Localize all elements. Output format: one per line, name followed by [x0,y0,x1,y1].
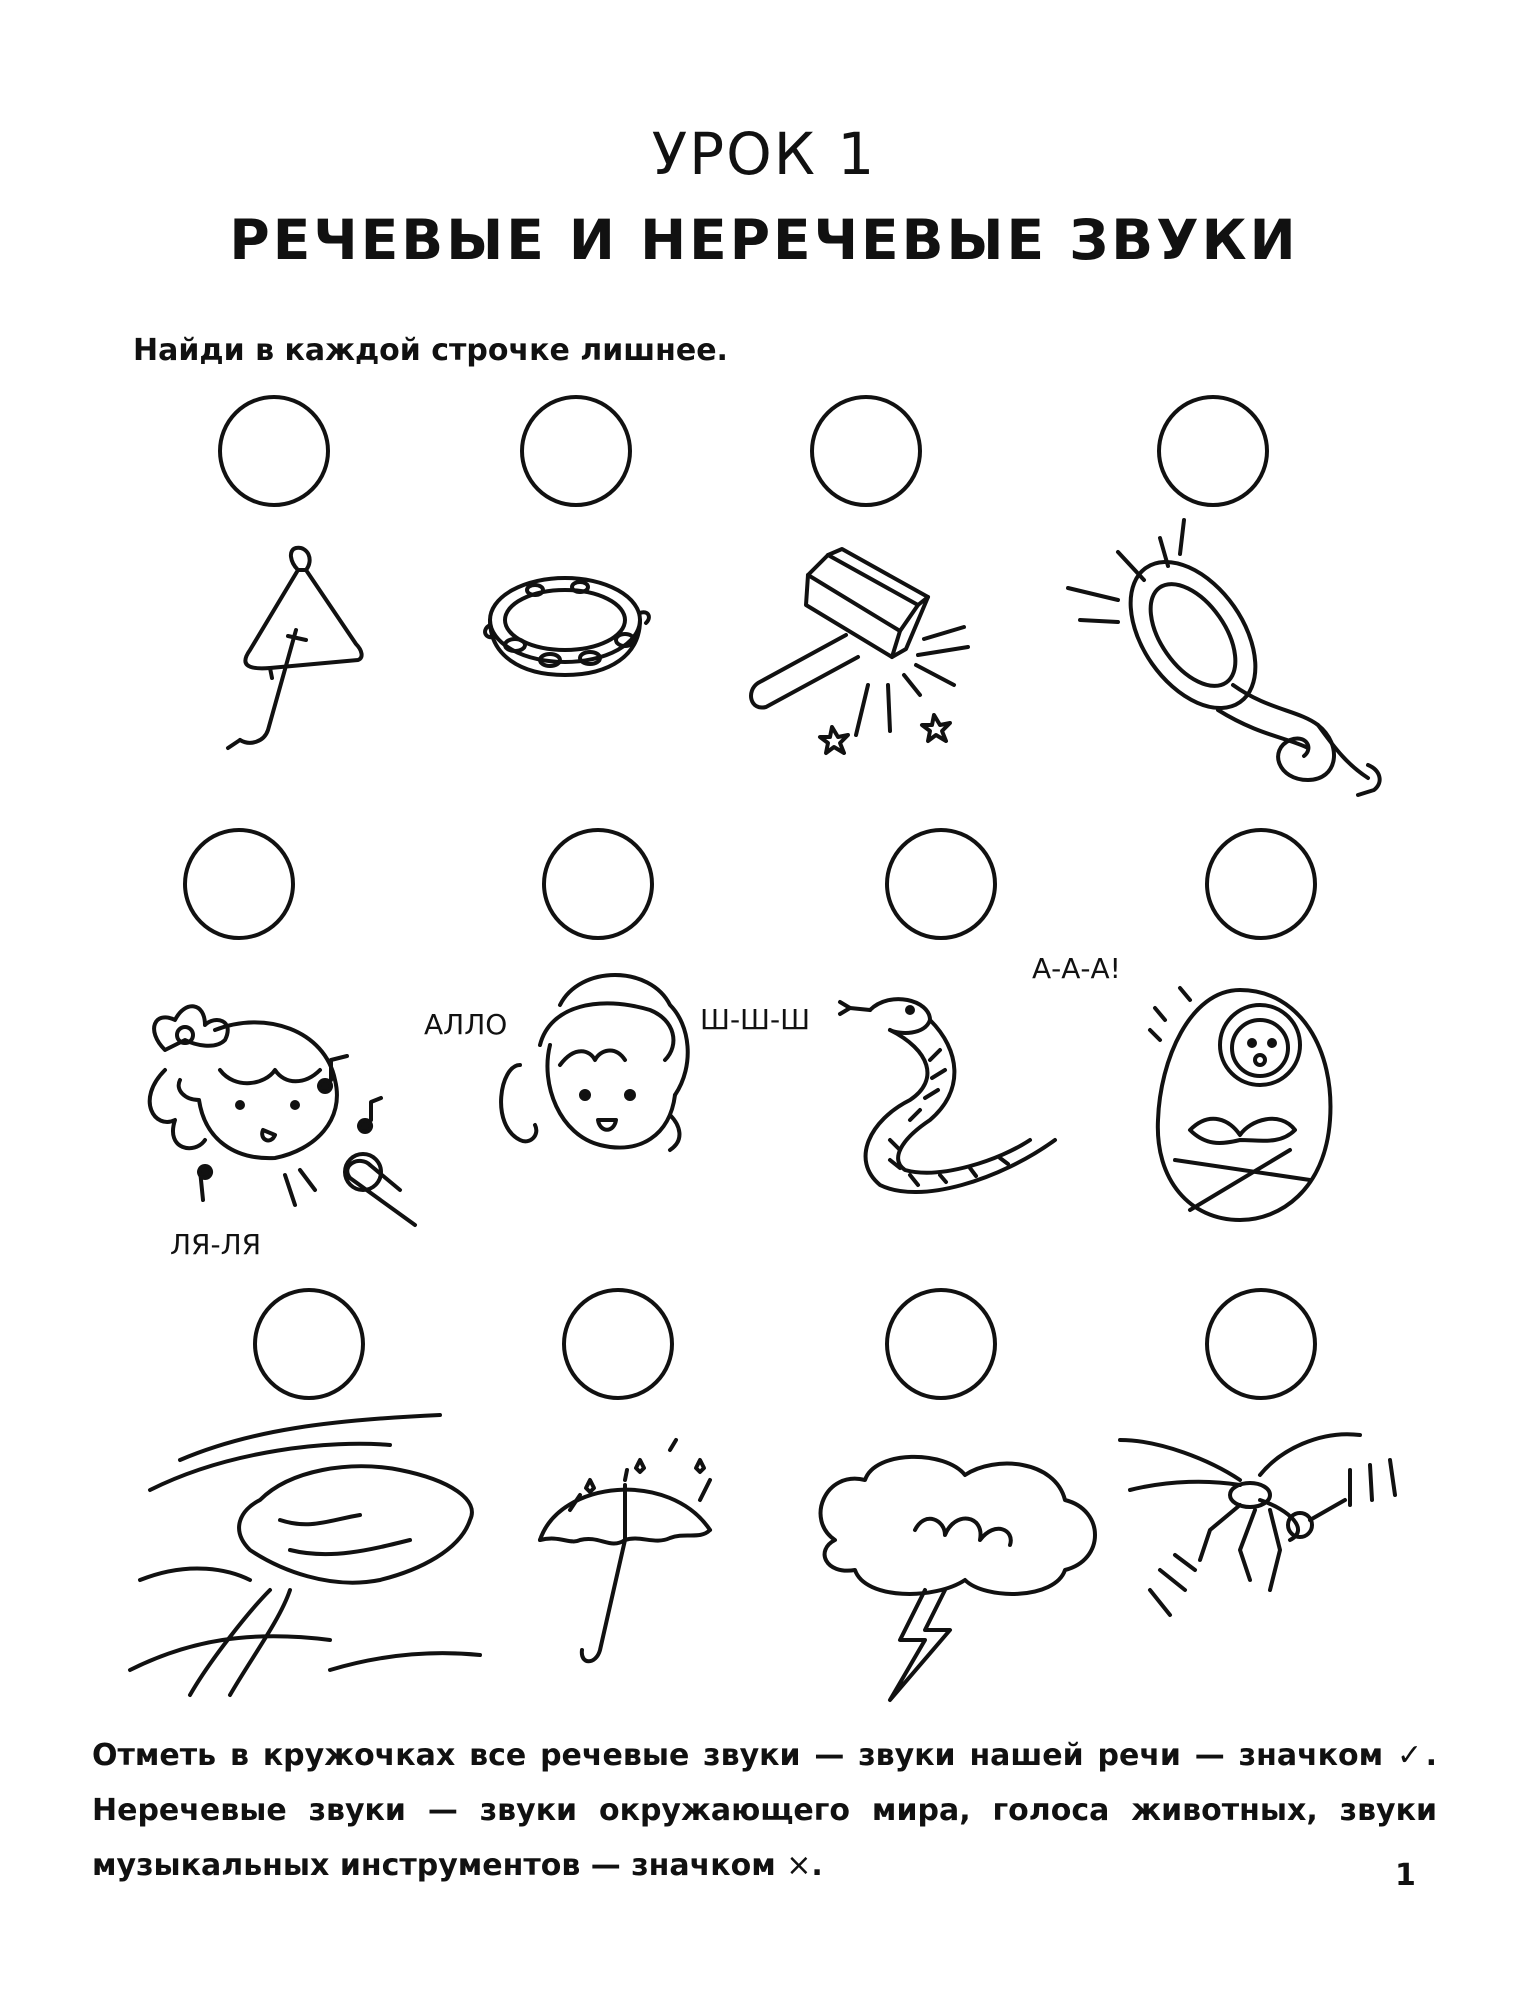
answer-circle-r2-c3[interactable] [885,828,997,940]
answer-circle-r3-c3[interactable] [885,1288,997,1400]
tambourine-icon [480,565,655,695]
sound-label-aaa: А-А-А! [1032,952,1121,985]
answer-circle-r1-c4[interactable] [1157,395,1269,507]
bottom-text-part1: Отметь в кружочках все речевые звуки — звуки нашей речи — значком [92,1738,1384,1773]
boy-on-phone-icon [480,965,710,1185]
crying-baby-icon [1150,980,1340,1230]
bottom-instruction [92,1728,1437,1893]
answer-circle-r1-c2[interactable] [520,395,632,507]
mosquito-icon [1110,1420,1410,1650]
cross-mark-icon: × [786,1848,812,1883]
bottom-text-part2: . Неречевые звуки — звуки окружающего мира, голоса животных, звуки музыкальных инструментов — значком [92,1738,1438,1883]
answer-circle-r2-c1[interactable] [183,828,295,940]
task-instruction: Найди в каждой строчке лишнее. [133,333,728,368]
singing-girl-icon [125,990,425,1240]
lesson-title: РЕЧЕВЫЕ И НЕРЕЧЕВЫЕ ЗВУКИ [229,208,1299,272]
sound-label-shsh: Ш-Ш-Ш [700,1003,811,1036]
horn-icon [1068,510,1408,800]
answer-circle-r3-c1[interactable] [253,1288,365,1400]
answer-circle-r3-c2[interactable] [562,1288,674,1400]
wind-tree-icon [130,1410,490,1700]
hissing-snake-icon [830,990,1060,1210]
lesson-number: УРОК 1 [651,120,877,188]
answer-circle-r1-c1[interactable] [218,395,330,507]
answer-circle-r2-c2[interactable] [542,828,654,940]
sound-label-lala: ЛЯ-ЛЯ [170,1228,262,1261]
answer-circle-r1-c3[interactable] [810,395,922,507]
check-mark-icon: ✓ [1397,1738,1426,1773]
page-number: 1 [1395,1858,1416,1893]
hammer-icon [728,535,978,755]
thunderstorm-cloud-icon [805,1450,1105,1710]
answer-circle-r3-c4[interactable] [1205,1288,1317,1400]
bottom-text-part3: . [811,1848,823,1883]
answer-circle-r2-c4[interactable] [1205,828,1317,940]
sound-label-allo: АЛЛО [424,1008,508,1041]
triangle-instrument-icon [210,540,370,760]
rain-umbrella-icon [530,1440,730,1680]
